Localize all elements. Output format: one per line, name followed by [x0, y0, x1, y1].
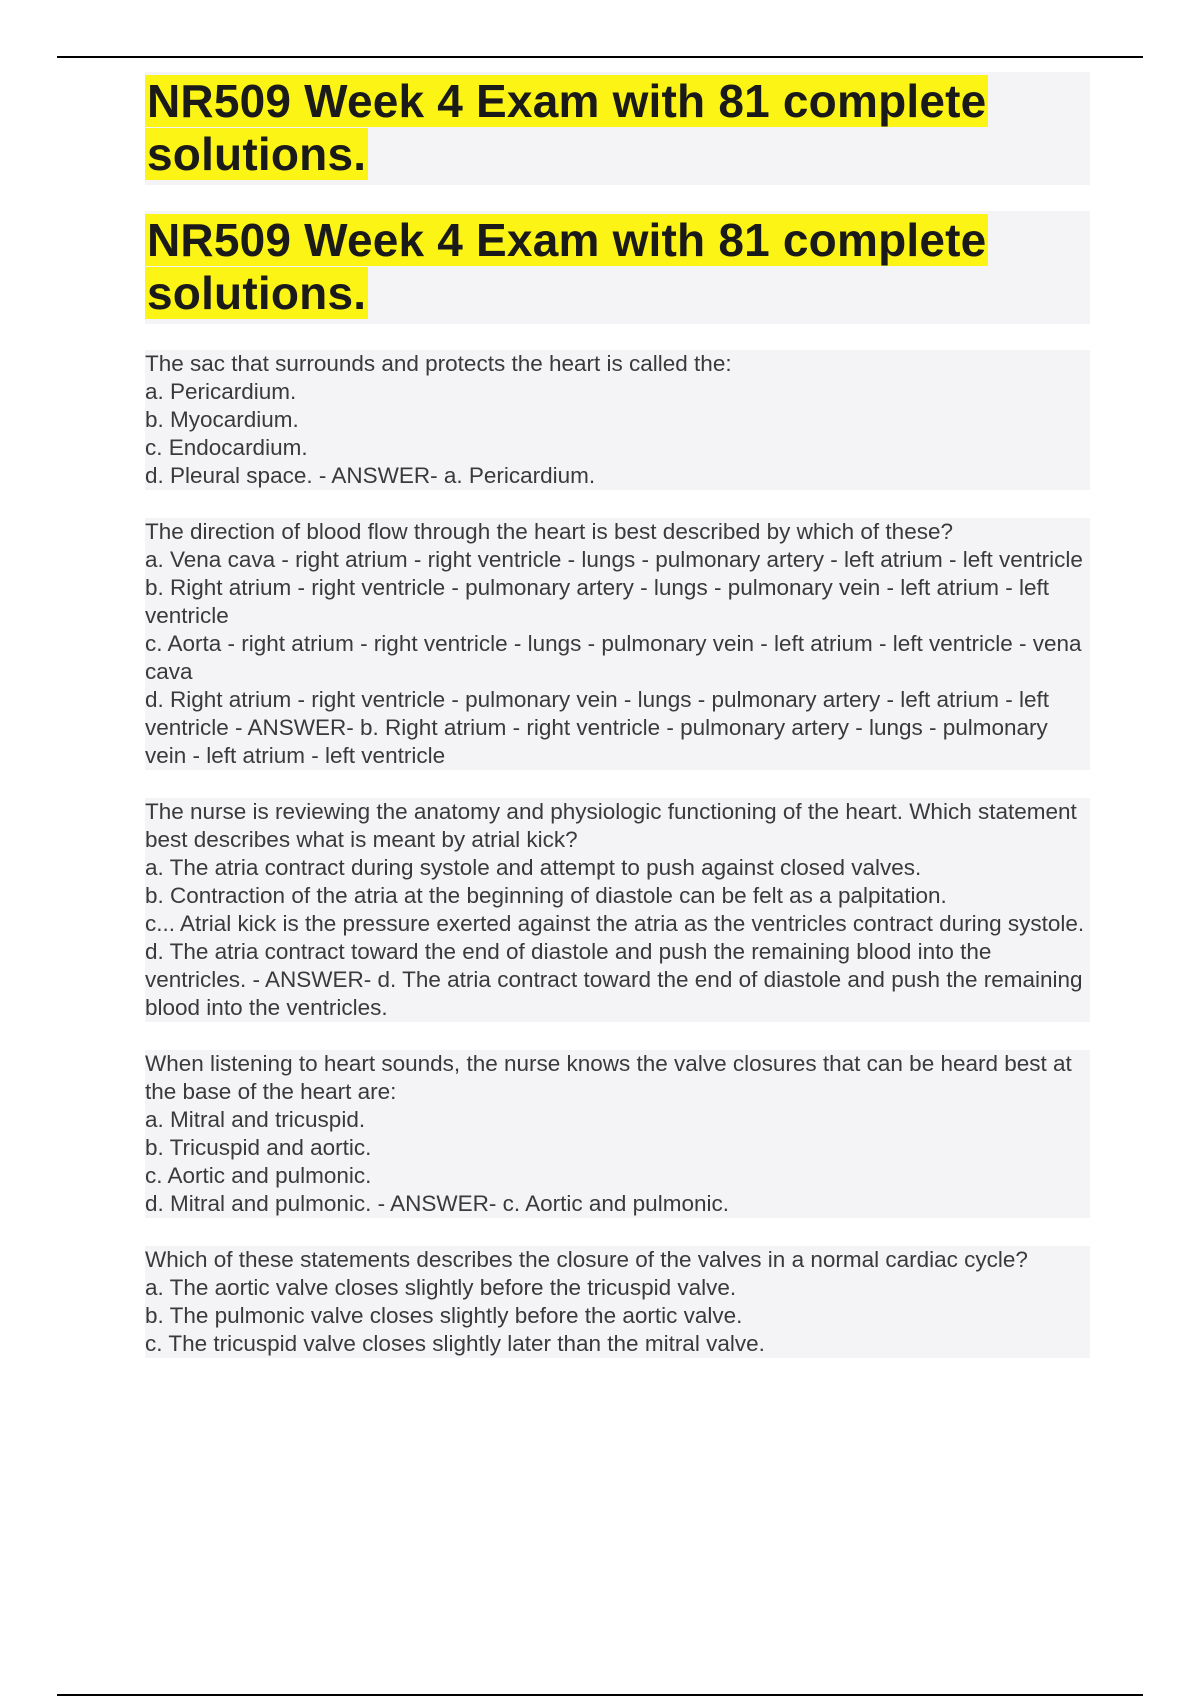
question-1 [145, 350, 1090, 490]
question-text: The direction of blood flow through the heart is best described by which of these? [145, 518, 1090, 546]
question-text: The nurse is reviewing the anatomy and physiologic functioning of the heart. Which statement best describes what is meant by atrial kick? [145, 798, 1090, 854]
question-3 [145, 798, 1090, 1022]
answer-option: b. Contraction of the atria at the beginning of diastole can be felt as a palpitation. [145, 882, 1090, 910]
answer-option: c. Endocardium. [145, 434, 1090, 462]
answer-option: b. Right atrium - right ventricle - pulmonary artery - lungs - pulmonary vein - left atrium - left ventricle [145, 574, 1090, 630]
answer-option: a. The atria contract during systole and attempt to push against closed valves. [145, 854, 1090, 882]
question-5 [145, 1246, 1090, 1358]
top-rule [57, 56, 1143, 58]
answer-option: a. The aortic valve closes slightly before the tricuspid valve. [145, 1274, 1090, 1302]
question-text: The sac that surrounds and protects the heart is called the: [145, 350, 1090, 378]
answer-option: c. The tricuspid valve closes slightly later than the mitral valve. [145, 1330, 1090, 1358]
question-text: When listening to heart sounds, the nurse knows the valve closures that can be heard best at the base of the heart are: [145, 1050, 1090, 1106]
question-4 [145, 1050, 1090, 1218]
question-text: Which of these statements describes the closure of the valves in a normal cardiac cycle? [145, 1246, 1090, 1274]
bottom-rule [57, 1694, 1143, 1696]
answer-option: c. Aortic and pulmonic. [145, 1162, 1090, 1190]
answer-option: b. Myocardium. [145, 406, 1090, 434]
answer-option: a. Mitral and tricuspid. [145, 1106, 1090, 1134]
question-2 [145, 518, 1090, 770]
answer-option: d. The atria contract toward the end of diastole and push the remaining blood into the ventricles. - ANSWER- d. The atria contract toward the end of diastole and push the remaining blood into the ventricles. [145, 938, 1090, 1022]
document-title: NR509 Week 4 Exam with 81 complete solutions. [147, 75, 987, 180]
document-title-repeat: NR509 Week 4 Exam with 81 complete solutions. [147, 214, 987, 319]
answer-option: d. Mitral and pulmonic. - ANSWER- c. Aortic and pulmonic. [145, 1190, 1090, 1218]
answer-option: d. Pleural space. - ANSWER- a. Pericardium. [145, 462, 1090, 490]
answer-option: a. Pericardium. [145, 378, 1090, 406]
question-list [145, 350, 1090, 1358]
document-body [145, 72, 1090, 1386]
answer-option: c... Atrial kick is the pressure exerted against the atria as the ventricles contract during systole. [145, 910, 1090, 938]
answer-option: b. Tricuspid and aortic. [145, 1134, 1090, 1162]
answer-option: b. The pulmonic valve closes slightly before the aortic valve. [145, 1302, 1090, 1330]
answer-option: a. Vena cava - right atrium - right ventricle - lungs - pulmonary artery - left atrium - left ventricle [145, 546, 1090, 574]
answer-option: d. Right atrium - right ventricle - pulmonary vein - lungs - pulmonary artery - left atrium - left ventricle - ANSWER- b. Right atrium - right ventricle - pulmonary artery - lungs - pulmonary vein - left atrium - left ventricle [145, 686, 1090, 770]
title-block-1 [145, 72, 1090, 185]
title-block-2 [145, 211, 1090, 324]
answer-option: c. Aorta - right atrium - right ventricle - lungs - pulmonary vein - left atrium - left ventricle - vena cava [145, 630, 1090, 686]
